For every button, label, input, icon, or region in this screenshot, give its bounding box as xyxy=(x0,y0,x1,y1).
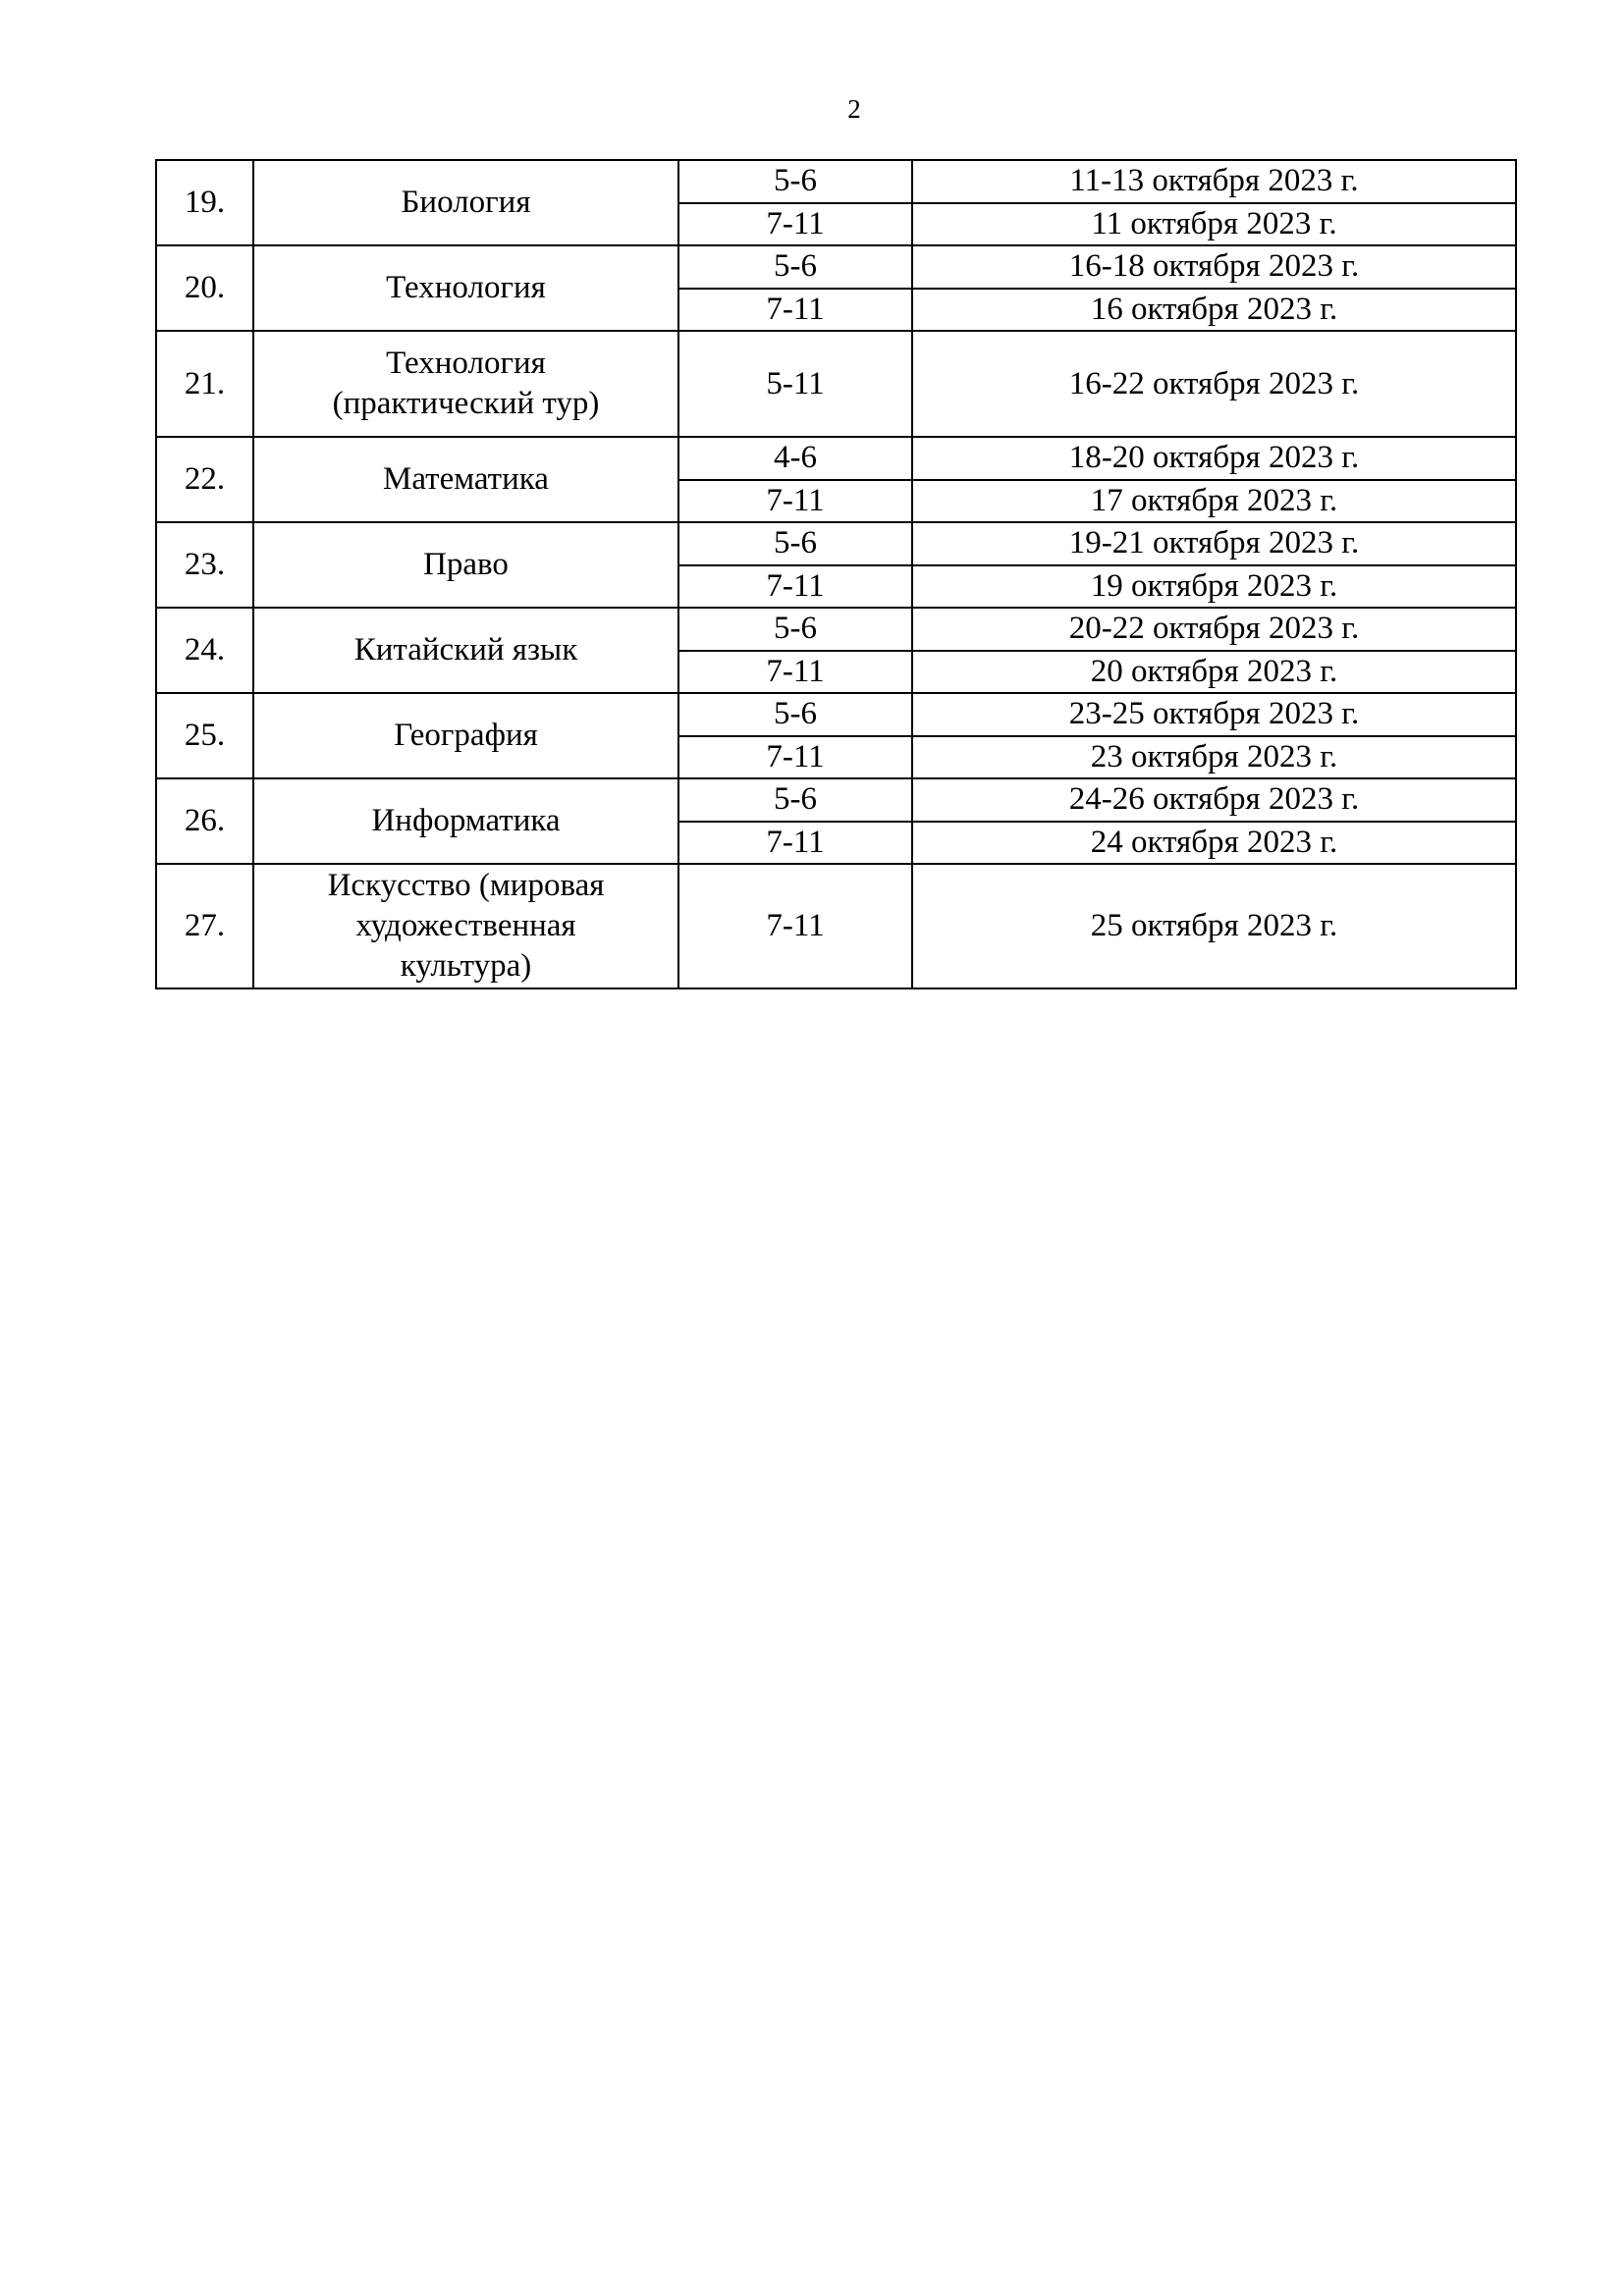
grade-range: 7-11 xyxy=(678,203,912,246)
grade-range: 7-11 xyxy=(678,565,912,609)
olympiad-dates: 23-25 октября 2023 г. xyxy=(912,693,1516,736)
olympiad-dates: 16-18 октября 2023 г. xyxy=(912,245,1516,289)
subject-name: Искусство (мировая художественная культура) xyxy=(253,864,678,988)
subject-name: Математика xyxy=(253,437,678,522)
subject-name: Технология (практический тур) xyxy=(253,331,678,437)
table-row xyxy=(156,245,1516,289)
olympiad-dates: 20-22 октября 2023 г. xyxy=(912,608,1516,651)
olympiad-dates: 18-20 октября 2023 г. xyxy=(912,437,1516,480)
table-row xyxy=(156,522,1516,565)
olympiad-dates: 24-26 октября 2023 г. xyxy=(912,778,1516,822)
olympiad-dates: 11-13 октября 2023 г. xyxy=(912,160,1516,203)
table-row xyxy=(156,693,1516,736)
table-row xyxy=(156,160,1516,203)
grade-range: 5-6 xyxy=(678,522,912,565)
olympiad-dates: 19-21 октября 2023 г. xyxy=(912,522,1516,565)
olympiad-dates: 20 октября 2023 г. xyxy=(912,651,1516,694)
row-number: 22. xyxy=(156,437,253,522)
row-number: 23. xyxy=(156,522,253,608)
table-row xyxy=(156,778,1516,822)
olympiad-schedule-table xyxy=(155,159,1517,989)
row-number: 24. xyxy=(156,608,253,693)
grade-range: 7-11 xyxy=(678,736,912,779)
row-number: 27. xyxy=(156,864,253,988)
subject-name: География xyxy=(253,693,678,778)
schedule-table-body xyxy=(156,160,1516,988)
subject-name: Биология xyxy=(253,160,678,245)
table-row xyxy=(156,608,1516,651)
subject-name: Технология xyxy=(253,245,678,331)
olympiad-dates: 23 октября 2023 г. xyxy=(912,736,1516,779)
page-number: 2 xyxy=(847,94,861,124)
grade-range: 7-11 xyxy=(678,864,912,988)
grade-range: 5-6 xyxy=(678,160,912,203)
grade-range: 5-6 xyxy=(678,245,912,289)
row-number: 25. xyxy=(156,693,253,778)
row-number: 19. xyxy=(156,160,253,245)
olympiad-dates: 24 октября 2023 г. xyxy=(912,822,1516,865)
grade-range: 7-11 xyxy=(678,822,912,865)
table-row xyxy=(156,437,1516,480)
table-row xyxy=(156,864,1516,988)
row-number: 26. xyxy=(156,778,253,864)
row-number: 20. xyxy=(156,245,253,331)
grade-range: 5-6 xyxy=(678,693,912,736)
subject-name: Право xyxy=(253,522,678,608)
olympiad-dates: 19 октября 2023 г. xyxy=(912,565,1516,609)
grade-range: 5-6 xyxy=(678,608,912,651)
olympiad-dates: 25 октября 2023 г. xyxy=(912,864,1516,988)
grade-range: 7-11 xyxy=(678,289,912,332)
grade-range: 7-11 xyxy=(678,480,912,523)
grade-range: 4-6 xyxy=(678,437,912,480)
grade-range: 5-6 xyxy=(678,778,912,822)
olympiad-dates: 11 октября 2023 г. xyxy=(912,203,1516,246)
olympiad-dates: 16 октября 2023 г. xyxy=(912,289,1516,332)
row-number: 21. xyxy=(156,331,253,437)
olympiad-dates: 16-22 октября 2023 г. xyxy=(912,331,1516,437)
grade-range: 7-11 xyxy=(678,651,912,694)
olympiad-dates: 17 октября 2023 г. xyxy=(912,480,1516,523)
table-row xyxy=(156,331,1516,437)
subject-name: Информатика xyxy=(253,778,678,864)
grade-range: 5-11 xyxy=(678,331,912,437)
subject-name: Китайский язык xyxy=(253,608,678,693)
